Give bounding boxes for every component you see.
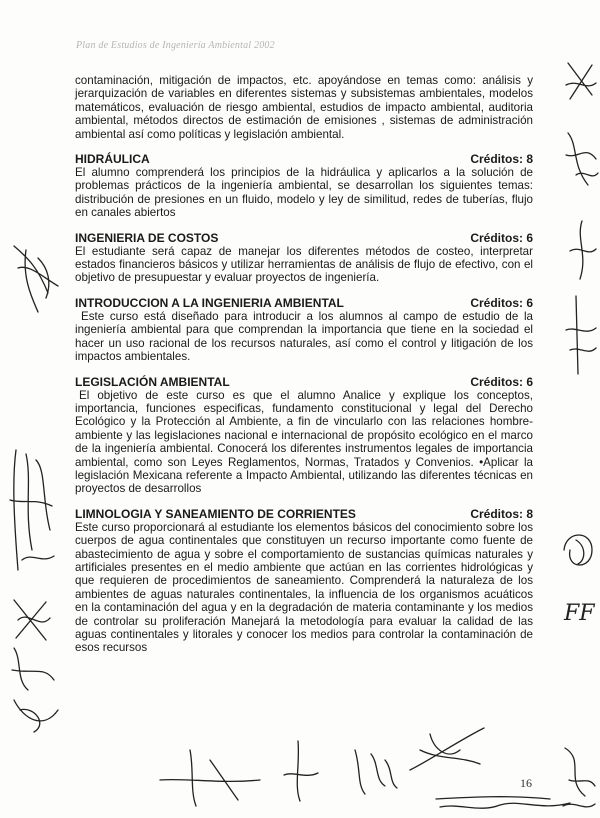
section-introduccion-ingenieria-ambiental — [75, 296, 533, 364]
signature-right-margin-3 — [562, 215, 600, 285]
signature-right-margin-1 — [560, 55, 600, 115]
signature-bottom-1 — [150, 740, 270, 810]
signature-left-margin-4 — [4, 640, 64, 740]
page-header: Plan de Estudios de Ingeniería Ambiental 2002 — [76, 40, 275, 51]
margin-initials — [560, 590, 600, 630]
section-title: HIDRÁULICA — [75, 152, 150, 167]
section-heading — [75, 152, 533, 166]
section-heading — [75, 296, 533, 310]
section-description: El alumno comprenderá los principios de la hidráulica y aplicarlos a la solución de problemas prácticos de la ingeniería ambiental, se desarrollan los siguientes temas: distribución de presiones en un fluido, modelo y ley de similitud, redes de tuberías, flujo en canales abiertos — [75, 166, 533, 220]
signature-left-margin-2 — [2, 440, 62, 580]
intro-paragraph: contaminación, mitigación de impactos, etc. apoyándose en temas como: análisis y jerarquización de variables en diferentes sistemas y subsistemas ambientales, modelos matemáticos, evaluación de riesgo ambiental, estudios de impacto ambiental, auditoria ambiental, métodos directos de estimación de emisiones , sistemas de administración ambiental así como políticas y legislación ambiental. — [75, 74, 533, 141]
section-description: El objetivo de este curso es que el alumno Analice y explique los conceptos, importancia, funciones especificas, fundamento constitucional y legal del Derecho Ecológico y la Protección al Ambiente, a fin de vincularlo con las relaciones hombre-ambiente y las legislaciones nacional e internacional de propósito ecológico en el marco de la ingeniería ambiental. Conocerá los diferentes instrumentos legales de importancia ambiental, como son Leyes Reglamentos, Normas, Tratados y Convenios. •Aplicar la legislación Mexicana referente a Impacto Ambiental, utilizando las diferentes técnicas en proyectos de desarrollos — [75, 388, 533, 496]
margin-initials-text: FF — [564, 601, 595, 626]
section-description: Este curso proporcionará al estudiante los elementos básicos del conocimiento sobre los cuerpos de agua continentales que constituyen un recurso importante como fuente de abastecimiento de agua y sobre el comportamiento de sustancias químicas naturales y artificiales presentes en el medio ambiente que actúan en las corrientes hidrológicas y que requieren de procedimientos de saneamiento. Comprenderá la naturaleza de los ambientes de aguas naturales continentales, la influencia de los organismos acuáticos en la contaminación del agua y en la degradación de materia contaminante y los medios de controlar su proliferación Manejará la metodología para evaluar la calidad de las aguas continentales y litorales y conocer los medios para controlar la contaminación de esos recursos — [75, 520, 533, 655]
section-heading — [75, 507, 533, 521]
section-credits: Créditos: 6 — [470, 295, 533, 310]
signature-right-margin-5 — [556, 520, 600, 580]
signature-bottom-right — [555, 740, 600, 818]
page-number: 16 — [520, 776, 532, 790]
section-description: Este curso está diseñado para introducir a los alumnos al campo de estudio de la ingeniería ambiental para que comprendan la importancia que tiene en la sociedad el hacer un uso racional de los recursos naturales, así como el control y litigación de los impactos ambientales. — [75, 309, 533, 364]
section-credits: Créditos: 8 — [470, 506, 533, 521]
signature-left-margin-1 — [8, 238, 68, 318]
document-body — [75, 74, 533, 655]
section-hidraulica — [75, 152, 533, 220]
signature-bottom-4 — [400, 720, 490, 780]
section-limnologia — [75, 507, 533, 655]
signature-right-margin-2 — [558, 125, 600, 195]
section-credits: Créditos: 8 — [470, 152, 533, 167]
section-heading — [75, 375, 533, 389]
section-title: INGENIERIA DE COSTOS — [75, 230, 219, 245]
section-credits: Créditos: 6 — [470, 230, 533, 245]
section-title: LEGISLACIÓN AMBIENTAL — [75, 374, 230, 389]
section-ingenieria-de-costos — [75, 231, 533, 285]
signature-bottom-3 — [345, 740, 405, 800]
section-heading — [75, 231, 533, 245]
section-title: LIMNOLOGIA Y SANEAMIENTO DE CORRIENTES — [75, 506, 356, 521]
signature-right-margin-4 — [560, 290, 600, 380]
signature-bottom-2 — [270, 735, 330, 805]
section-credits: Créditos: 6 — [470, 374, 533, 389]
section-description: El estudiante será capaz de manejar los diferentes métodos de costeo, interpretar estados financieros básicos y utilizar herramientas de análisis de flujo de efectivo, con el objetivo de presupuestar y evaluar proyectos de ingeniería. — [75, 244, 533, 285]
section-legislacion-ambiental — [75, 375, 533, 496]
section-title: INTRODUCCION A LA INGENIERIA AMBIENTAL — [75, 295, 344, 310]
